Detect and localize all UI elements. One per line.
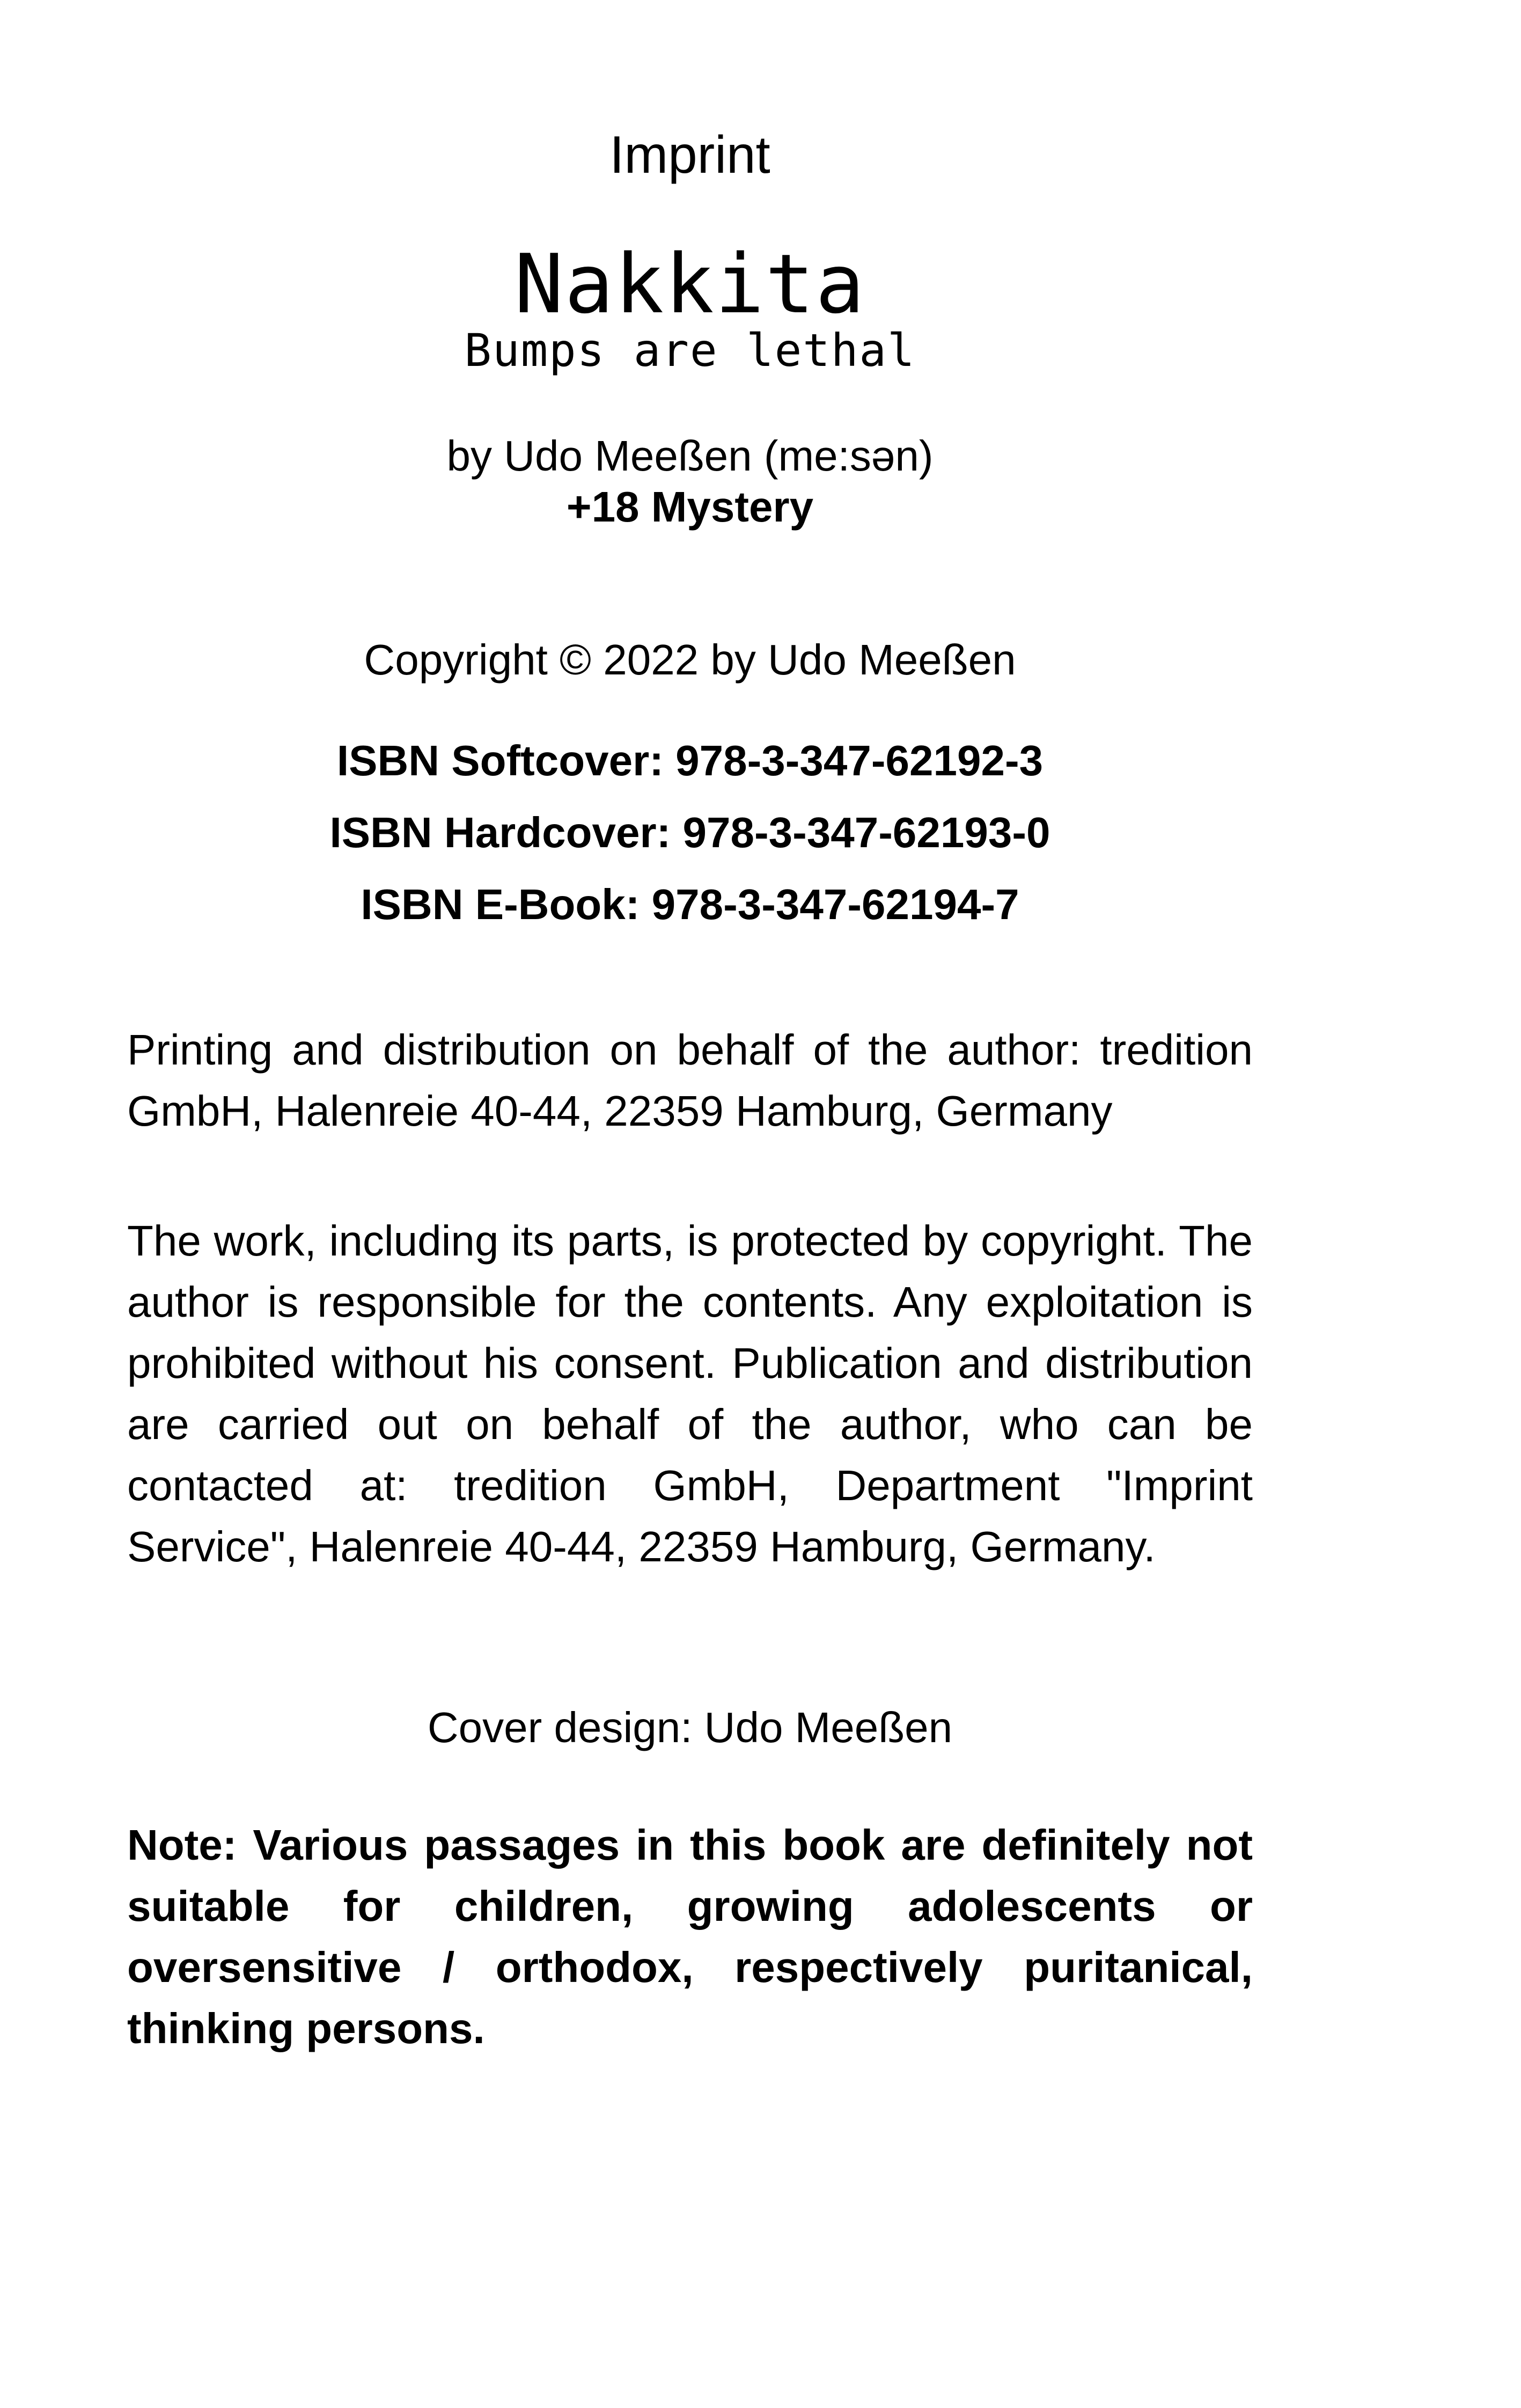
- book-title: Nakkita: [514, 237, 866, 332]
- author-byline: by Udo Meeßen (me:sən): [446, 432, 934, 480]
- isbn-ebook: ISBN E-Book: 978-3-347-62194-7: [361, 880, 1019, 928]
- copyright-protection-paragraph: The work, including its parts, is protected by copyright. The author is responsible for the contents. Any exploitation is prohibited without his consent. Publication and distribution are carried out on behalf of the author, who can be contacted at: tredition GmbH, Department "Imprint Service", Halenreie 40-44, 22359 Hamburg, Germany.: [127, 1217, 1253, 1570]
- genre-label: +18 Mystery: [566, 483, 814, 531]
- cover-design-credit: Cover design: Udo Meeßen: [427, 1704, 953, 1751]
- imprint-heading: Imprint: [609, 125, 770, 184]
- content-warning-note: Note: Various passages in this book are definitely not suitable for children, growing adolescents or oversensitive / orthodox, respectively puritanical, thinking persons.: [127, 1821, 1253, 2052]
- isbn-softcover: ISBN Softcover: 978-3-347-62192-3: [336, 737, 1044, 784]
- printing-distribution-paragraph: Printing and distribution on behalf of the author: tredition GmbH, Halenreie 40-44, 22359 Hamburg, Germany: [127, 1026, 1253, 1135]
- book-subtitle: Bumps are lethal: [464, 324, 916, 377]
- isbn-hardcover: ISBN Hardcover: 978-3-347-62193-0: [329, 809, 1050, 856]
- copyright-line: Copyright © 2022 by Udo Meeßen: [364, 636, 1016, 684]
